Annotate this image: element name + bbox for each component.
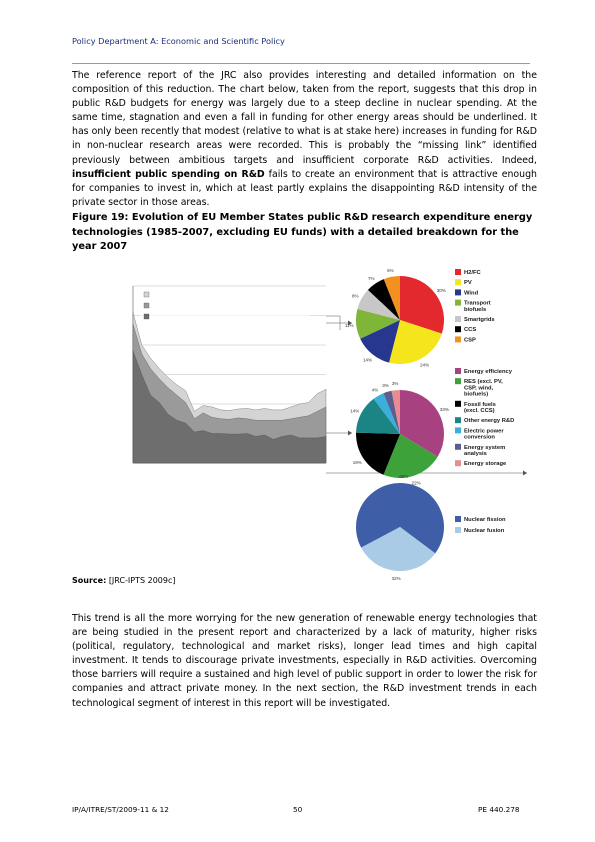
pie-percent-label: 7% — [368, 275, 375, 281]
pie-legend-swatch — [455, 444, 461, 450]
pie-legend-swatch — [455, 460, 461, 466]
pie-percent-label: 6% — [387, 267, 394, 273]
pie-legend-label: Smartgrids — [464, 317, 495, 323]
paragraph-intro-text-a: The reference report of the JRC also provides interesting and detailed information on the composition of this reduction. The chart below, taken from the report, suggests that this drop in public R&D budgets for energy was largely due to a steep decline in nuclear spending. At the same time, stagnation and even a fall in funding for other energy areas should be underlined. It has only been recently that modest (relative to what is at stake here) increases in funding for R&D in non-nuclear research areas were recorded. This is probably the “missing link” identified previously between ambitious targets and insufficient corporate R&D activities. Indeed, — [72, 70, 537, 166]
pie-percent-label: 32% — [391, 575, 401, 581]
pie-legend-label: biofuels) — [464, 391, 489, 398]
pie-percent-label: 3% — [391, 381, 399, 387]
pie-legend-swatch — [455, 427, 461, 433]
pie-legend-label: Other energy R&D — [464, 418, 515, 425]
figure-source — [72, 576, 176, 585]
pie-legend-swatch — [455, 527, 461, 533]
paragraph-intro-text-b: fails to create an environment that is attractive enough for companies to invest in, which at least partly explains the disappointing R&D intensity of the private sector in those areas. — [72, 168, 537, 208]
pie-legend-label: Electric power — [464, 428, 504, 435]
page-header: Policy Department A: Economic and Scientific Policy — [72, 36, 285, 46]
pie-percent-label: 8% — [352, 293, 359, 299]
pie-legend-label: conversion — [464, 434, 495, 441]
pie-legend-label: CSP — [464, 337, 476, 344]
pie-percent-label: 22% — [411, 480, 421, 486]
pie-legend-swatch — [455, 269, 461, 275]
pie-legend-label: analysis — [464, 451, 487, 457]
paragraph-intro-bold: insufficient public spending on R&D — [72, 168, 265, 180]
figure-caption: Figure 19: Evolution of EU Member States public R&D research expenditure energy technologies (1985-2007, excluding EU funds) with a detailed breakdown for the year 2007 — [72, 212, 533, 252]
pie-percent-label: 14% — [350, 408, 360, 414]
pie-legend-label: RES (excl. PV, — [464, 379, 503, 386]
pie-legend-swatch — [455, 417, 461, 423]
pie-legend-swatch — [455, 378, 461, 384]
pie-percent-label: 30% — [436, 288, 446, 293]
footer-page-number: 50 — [293, 805, 303, 814]
legend-swatch — [144, 303, 149, 308]
pie-legend-label: Transport — [464, 300, 491, 307]
source-text: [JRC-IPTS 2009c] — [108, 576, 176, 585]
pie-legend-swatch — [455, 336, 461, 342]
pie-legend-label: biofuels — [464, 306, 487, 313]
pie-legend-swatch — [455, 300, 461, 306]
pie-legend-label: H2/FC — [464, 270, 481, 276]
area-legend-box — [140, 290, 310, 326]
pie-legend-swatch — [455, 368, 461, 374]
pie-legend-label: CSP, wind, — [464, 385, 494, 392]
pie-legend-label: Energy system — [464, 444, 506, 451]
pie-legend-label: Nuclear fission — [464, 517, 506, 523]
pie-legend-label: Wind — [464, 290, 479, 297]
footer-reference: PE 440.278 — [478, 805, 520, 814]
footer-doc-id: IP/A/ITRE/ST/2009-11 & 12 — [72, 805, 169, 814]
pie-percent-label: 4% — [371, 387, 379, 393]
pie-legend-label: (excl. CCS) — [464, 408, 495, 414]
connector-arrowhead — [348, 431, 352, 436]
paragraph-trend: This trend is all the more worrying for the new generation of renewable energy technologies that are being studied in the present report and characterized by a lack of maturity, higher risks (political, regulatory, technological and market risks), longer lead times and high capital investment. It tends to discourage private investments, especially in R&D activities. Overcoming those barriers will require a sustained and high level of public support in order to lower the risk for companies and attract private money. In the next section, the R&D investment trends in each technological segment of interest in this report will be investigated. — [72, 613, 537, 709]
pie-legend-swatch — [455, 289, 461, 295]
pie-percent-label: 14% — [362, 357, 373, 363]
pie-legend-label: Fossil fuels — [464, 401, 496, 408]
pie-percent-label: 68% — [399, 474, 409, 480]
pie-percent-label: 11% — [344, 322, 354, 328]
pie-legend-swatch — [455, 326, 461, 332]
pie-legend-label: PV — [464, 280, 472, 287]
pie-legend-swatch — [455, 516, 461, 522]
pie-percent-label: 3% — [382, 383, 389, 389]
source-label: Source: — [72, 576, 107, 585]
legend-swatch — [144, 292, 149, 297]
pie-legend-swatch — [455, 316, 461, 322]
pie-percent-label: 19% — [352, 459, 362, 465]
pie-percent-label: 33% — [439, 407, 449, 412]
pie-legend-label: Energy efficiency — [464, 369, 513, 375]
legend-swatch — [144, 314, 149, 319]
pie-legend-swatch — [455, 401, 461, 407]
pie-legend-label: Nuclear fusion — [464, 528, 505, 534]
pie-legend-swatch — [455, 279, 461, 285]
pie-legend-label: Energy storage — [464, 461, 507, 468]
pie-percent-label: 24% — [420, 362, 430, 368]
connector-arrowhead — [523, 471, 527, 476]
pie-legend-label: CCS — [464, 327, 477, 334]
